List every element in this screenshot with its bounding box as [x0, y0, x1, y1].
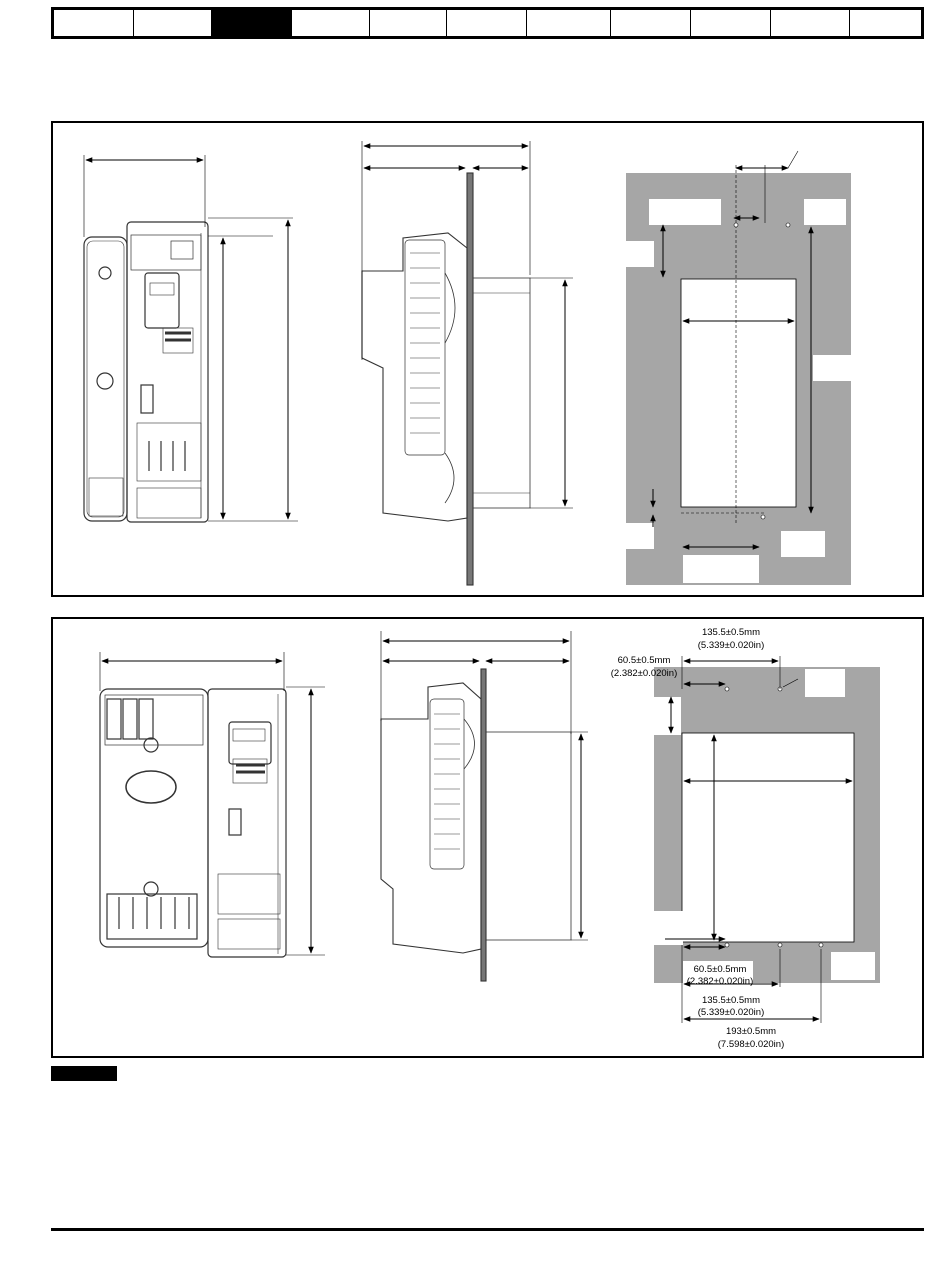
- dim-hole-h-bottom-imperial: (5.339±0.020in): [697, 1007, 765, 1018]
- section-tab[interactable]: [292, 10, 370, 36]
- section-tab[interactable]: [370, 10, 447, 36]
- front-view-drive: [84, 222, 208, 522]
- note-tag: [51, 1066, 117, 1081]
- section-tab[interactable]: [611, 10, 691, 36]
- section-tab[interactable]: [850, 10, 921, 36]
- section-tab[interactable]: [527, 10, 611, 36]
- section-tab[interactable]: [771, 10, 850, 36]
- section-tab-bar: [51, 7, 924, 39]
- figure-size2-dimensions: [51, 617, 924, 1058]
- front-view-dimensions: [84, 155, 298, 521]
- dim-hole-h-bottom-metric: 135.5±0.5mm: [701, 995, 761, 1006]
- footer-rule: [51, 1228, 924, 1231]
- section-tab[interactable]: [134, 10, 212, 36]
- section-tab[interactable]: [691, 10, 771, 36]
- dim-hole-left-top-metric: 60.5±0.5mm: [617, 655, 671, 666]
- front-view-dimensions-size2: [100, 652, 325, 955]
- section-tab-active[interactable]: [212, 10, 292, 36]
- figure-size1-dimensions: [51, 121, 924, 597]
- dim-hole-h-top-imperial: (5.339±0.020in): [697, 640, 765, 651]
- section-tab[interactable]: [54, 10, 134, 36]
- panel-cutout-view: [624, 165, 853, 585]
- dim-hole-left-bottom-imperial: (2.382±0.020in): [686, 976, 754, 987]
- front-view-drive-size2: [100, 689, 286, 957]
- side-view-drive: [362, 173, 530, 585]
- dim-hole-left-bottom-metric: 60.5±0.5mm: [693, 964, 747, 975]
- dim-hole-total-metric: 193±0.5mm: [725, 1026, 777, 1037]
- figure-size1-drawing: [53, 123, 926, 599]
- dim-hole-total-imperial: (7.598±0.020in): [717, 1039, 785, 1050]
- figure-size2-drawing: [53, 619, 926, 1060]
- section-tab[interactable]: [447, 10, 527, 36]
- dim-hole-h-top-metric: 135.5±0.5mm: [701, 627, 761, 638]
- dim-hole-left-top-imperial: (2.382±0.020in): [610, 668, 678, 679]
- side-view-drive-size2: [381, 669, 571, 981]
